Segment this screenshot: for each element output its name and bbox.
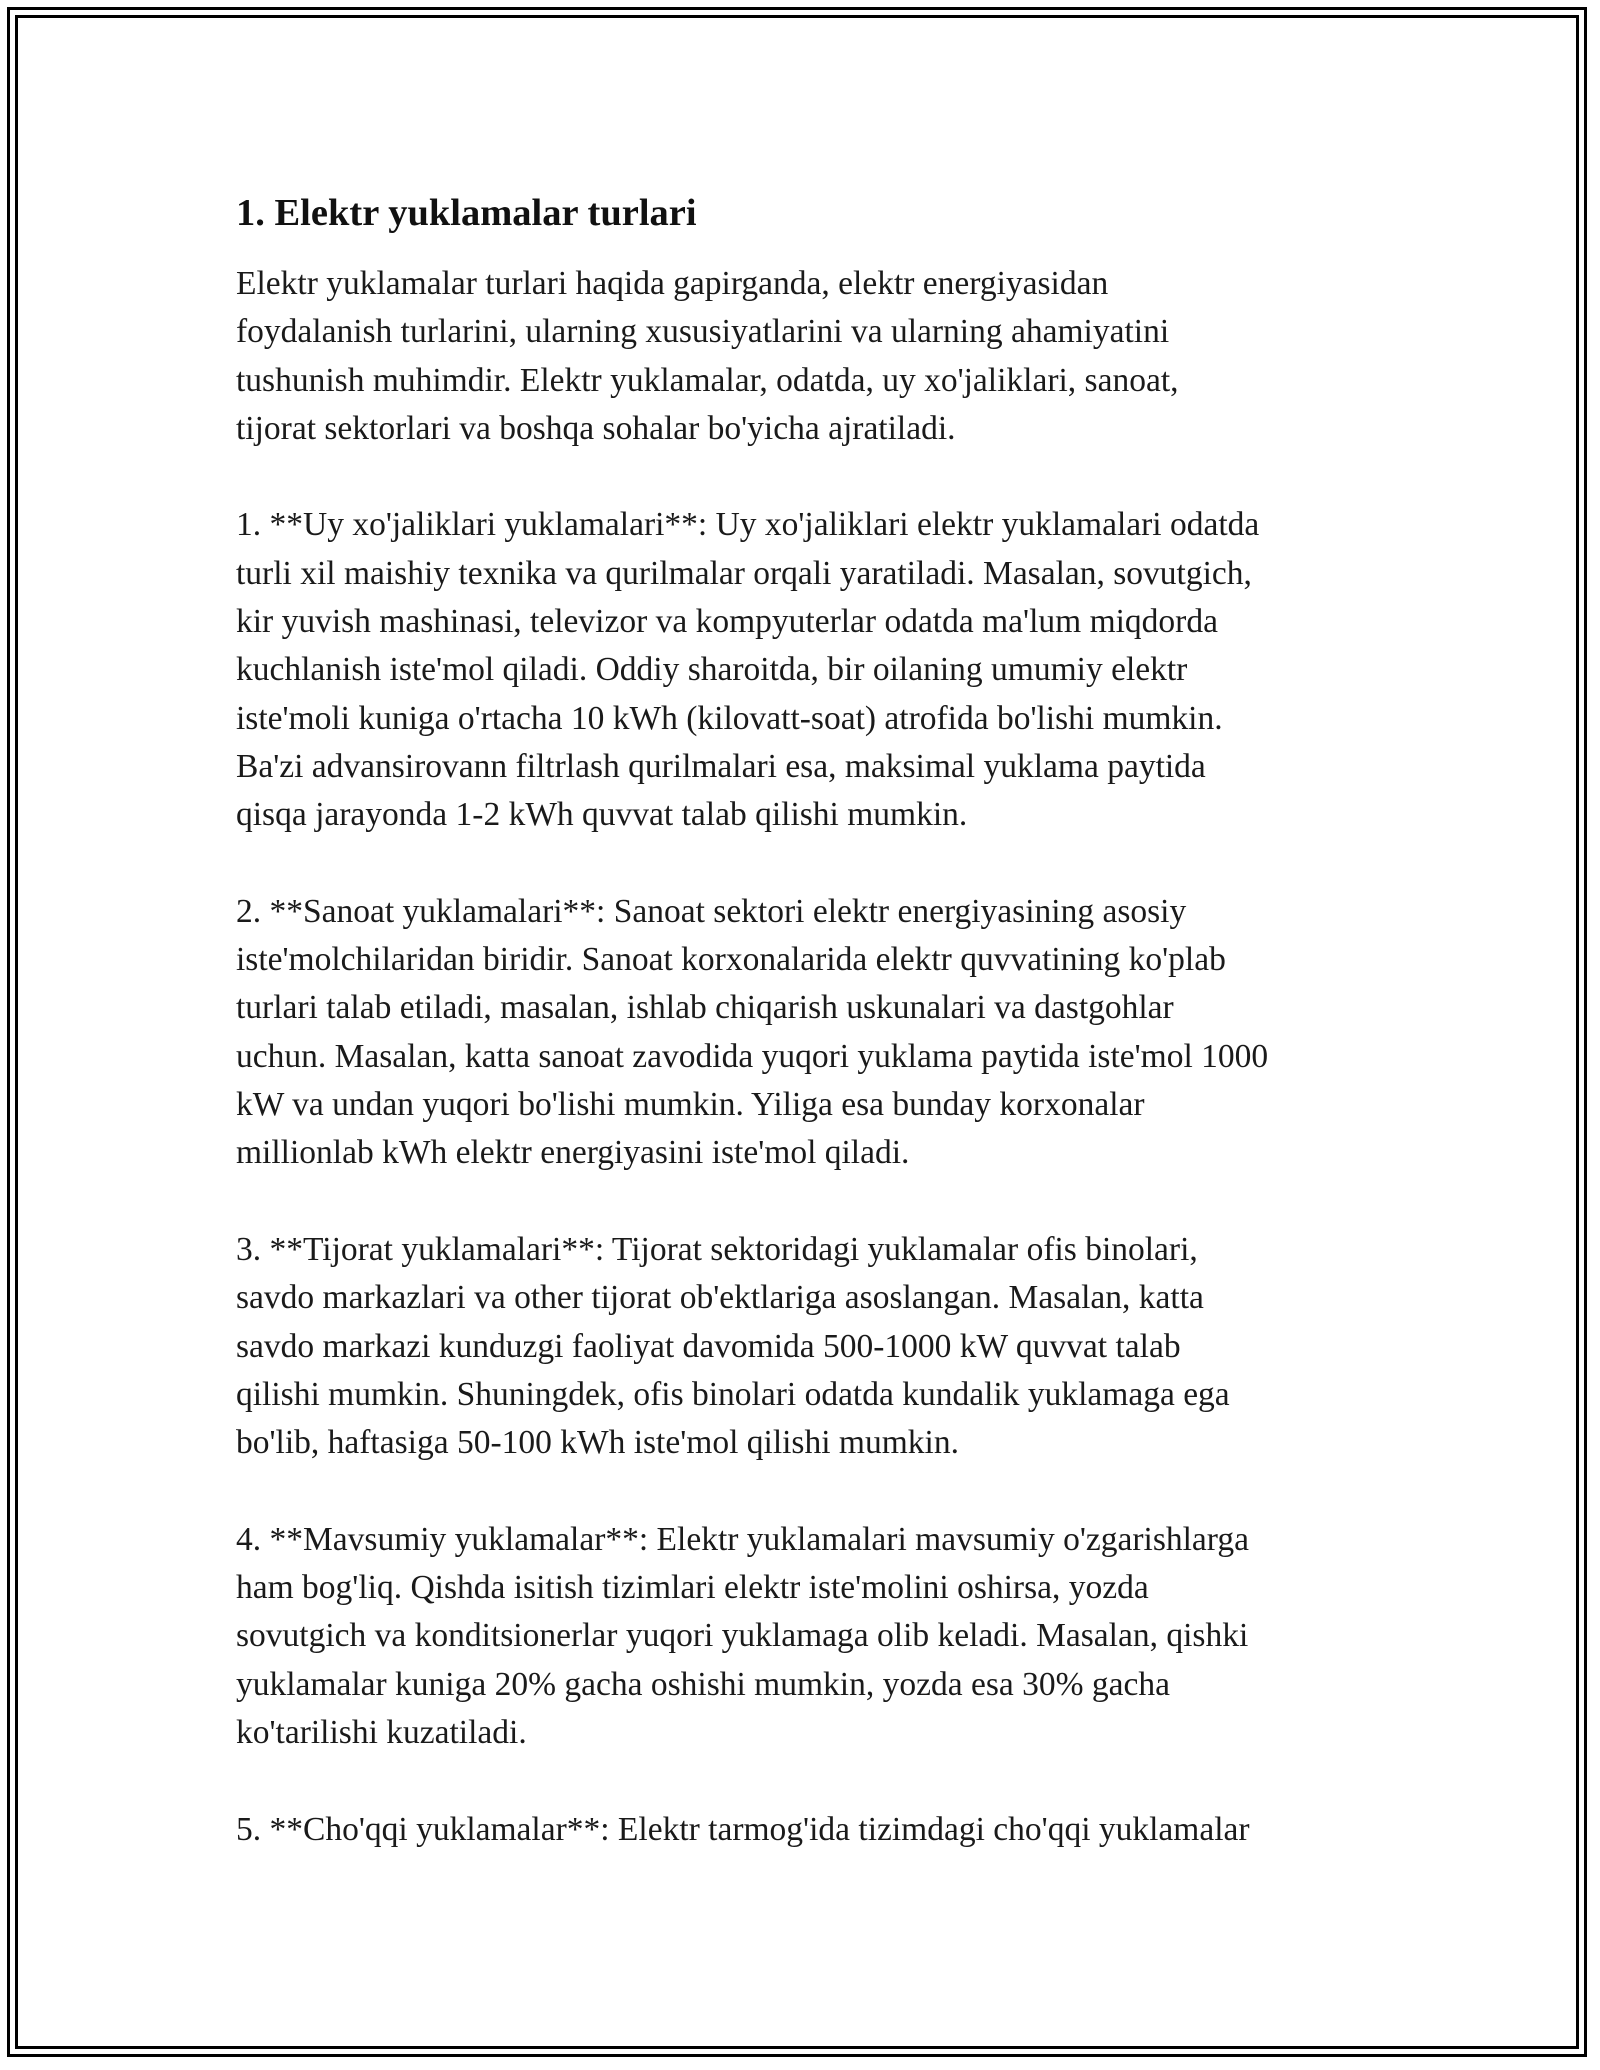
text-line: qilishi mumkin. Shuningdek, ofis binolari odatda kundalik yuklamaga ega: [236, 1375, 1230, 1413]
seasonal-loads-paragraph: [236, 1516, 1376, 1757]
text-line: 2. **Sanoat yuklamalari**: Sanoat sektori elektr energiyasining asosiy: [236, 892, 1187, 930]
text-line: savdo markazi kunduzgi faoliyat davomida 500-1000 kW quvvat talab: [236, 1327, 1181, 1365]
text-line: millionlab kWh elektr energiyasini iste'mol qiladi.: [236, 1134, 910, 1172]
section-heading: 1. Elektr yuklamalar turlari: [236, 192, 697, 234]
text-line: tijorat sektorlari va boshqa sohalar bo'yicha ajratiladi.: [236, 409, 956, 447]
text-line: bo'lib, haftasiga 50-100 kWh iste'mol qilishi mumkin.: [236, 1424, 959, 1462]
industrial-loads-paragraph: [236, 888, 1376, 1178]
text-line: iste'moli kuniga o'rtacha 10 kWh (kilovatt-soat) atrofida bo'lishi mumkin.: [236, 699, 1223, 737]
text-line: 1. **Uy xo'jaliklari yuklamalari**: Uy xo'jaliklari elektr yuklamalari odatda: [236, 506, 1260, 544]
text-line: iste'molchilaridan biridir. Sanoat korxonalarida elektr quvvatining ko'plab: [236, 941, 1226, 979]
text-line: savdo markazlari va other tijorat ob'ektlariga asoslangan. Masalan, katta: [236, 1279, 1204, 1317]
text-line: 5. **Cho'qqi yuklamalar**: Elektr tarmog'ida tizimdagi cho'qqi yuklamalar: [236, 1810, 1250, 1848]
commercial-loads-paragraph: [236, 1226, 1376, 1467]
text-line: Elektr yuklamalar turlari haqida gapirganda, elektr energiyasidan: [236, 265, 1109, 302]
text-line: sovutgich va konditsionerlar yuqori yuklamaga olib keladi. Masalan, qishki: [236, 1617, 1249, 1655]
text-line: tushunish muhimdir. Elektr yuklamalar, odatda, uy xo'jaliklari, sanoat,: [236, 361, 1179, 399]
peak-loads-paragraph: [236, 1806, 1376, 1854]
text-line: foydalanish turlarini, ularning xususiyatlarini va ularning ahamiyatini: [236, 313, 1170, 351]
text-line: kuchlanish iste'mol qiladi. Oddiy sharoitda, bir oilaning umumiy elektr: [236, 651, 1188, 689]
text-line: 3. **Tijorat yuklamalari**: Tijorat sektoridagi yuklamalar ofis binolari,: [236, 1230, 1198, 1268]
text-line: yuklamalar kuniga 20% gacha oshishi mumkin, yozda esa 30% gacha: [236, 1665, 1171, 1703]
text-line: qisqa jarayonda 1-2 kWh quvvat talab qilishi mumkin.: [236, 796, 968, 834]
text-line: turlari talab etiladi, masalan, ishlab chiqarish uskunalari va dastgohlar: [236, 989, 1174, 1027]
intro-paragraph: [236, 260, 1376, 453]
text-line: 4. **Mavsumiy yuklamalar**: Elektr yuklamalari mavsumiy o'zgarishlarga: [236, 1520, 1249, 1558]
text-line: ko'tarilishi kuzatiladi.: [236, 1713, 527, 1751]
household-loads-paragraph: [236, 501, 1376, 839]
text-line: kir yuvish mashinasi, televizor va kompyuterlar odatda ma'lum miqdorda: [236, 603, 1218, 641]
text-line: turli xil maishiy texnika va qurilmalar orqali yaratiladi. Masalan, sovutgich,: [236, 554, 1252, 592]
text-line: uchun. Masalan, katta sanoat zavodida yuqori yuklama paytida iste'mol 1000: [236, 1037, 1269, 1075]
text-line: ham bog'liq. Qishda isitish tizimlari elektr iste'molini oshirsa, yozda: [236, 1569, 1149, 1607]
text-line: kW va undan yuqori bo'lishi mumkin. Yiliga esa bunday korxonalar: [236, 1086, 1145, 1124]
text-line: Ba'zi advansirovann filtrlash qurilmalari esa, maksimal yuklama paytida: [236, 747, 1206, 785]
document-body: [236, 184, 1376, 1902]
